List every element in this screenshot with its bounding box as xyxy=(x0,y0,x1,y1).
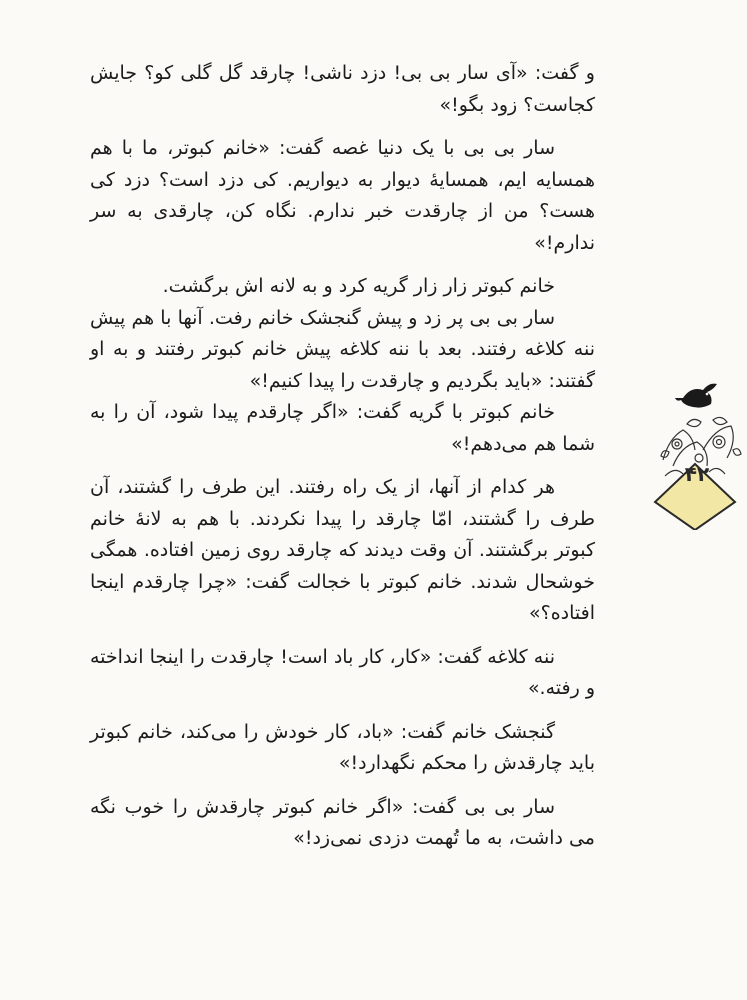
paragraph-8: گنجشک خانم گفت: «باد، کار خودش را می‌کند، خانم کبوتر باید چارقدش را محکم نگهدارد!» xyxy=(90,720,595,774)
paragraph-1: و گفت: «آی سار بی بی! دزد ناشی! چارقد گل گلی کو؟ جایش کجاست؟ زود بگو!» xyxy=(90,62,595,116)
paragraph-7: ننه کلاغه گفت: «کار، کار باد است! چارقدت را اینجا انداخته و رفته.» xyxy=(90,645,595,699)
page-number: ۴۲ xyxy=(684,462,710,486)
story-text xyxy=(90,58,595,855)
bird-icon xyxy=(675,384,717,408)
paragraph-2: سار بی بی با یک دنیا غصه گفت: «خانم کبوتر، ما با هم همسایه ایم، همسایهٔ دیوار به دیواریم. کی دزد است؟ دزد کی هست؟ من از چارقدت خبر ندارم. نگاه کن، چارقدی به سر ندارم!» xyxy=(90,137,595,254)
paragraph-4: سار بی بی پر زد و پیش گنجشک خانم رفت. آنها با هم پیش ننه کلاغه رفتند. بعد با ننه کلاغه پیش خانم کبوتر رفتند و به او گفتند: «باید بگردیم و چارقدت را پیدا کنیم!» xyxy=(90,306,595,392)
paragraph-3: خانم کبوتر زار زار گریه کرد و به لانه اش برگشت. xyxy=(162,275,555,297)
paragraph-6: هر کدام از آنها، از یک راه رفتند. این طرف را گشتند، آن طرف را گشتند، امّا چارقد را پیدا نکردند. با هم به لانهٔ خانم کبوتر برگشتند. آن وقت دیدند که چارقد روی زمین افتاده. همگی خوشحال شدند. خانم کبوتر با خجالت گفت: «چرا چارقدم اینجا افتاده؟» xyxy=(90,476,595,624)
paragraph-5: خانم کبوتر با گریه گفت: «اگر چارقدم پیدا شود، آن را به شما هم می‌دهم!» xyxy=(90,401,595,455)
bird-and-flowers-ornament-icon xyxy=(643,380,747,530)
paragraph-9: سار بی بی گفت: «اگر خانم کبوتر چارقدش را خوب نگه می داشت، به ما تُهمت دزدی نمی‌زد!» xyxy=(90,795,595,849)
